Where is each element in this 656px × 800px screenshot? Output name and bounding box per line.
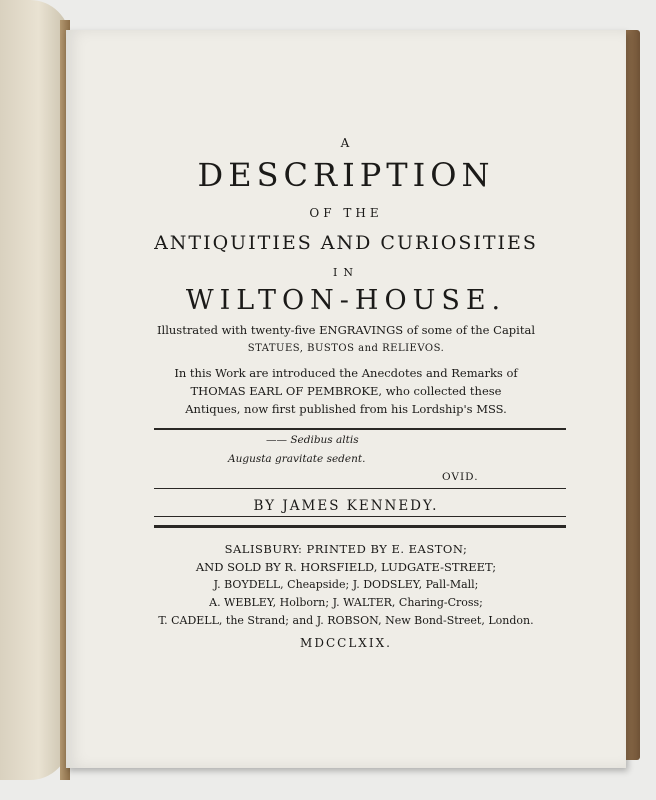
illustrated-line-2: STATUES, BUSTOS and RELIEVOS. [247,343,445,354]
imprint-line-4: A. WEBLEY, Holborn; J. WALTER, Charing-Cross; [209,596,483,609]
author-rule-top [154,488,566,489]
author-rule-bottom-thick [154,525,566,528]
epigraph-line-1: —— Sedibus altis [266,434,359,446]
title-place: WILTON-HOUSE. [185,285,507,316]
imprint-line-2: AND SOLD BY R. HORSFIELD, LUDGATE-STREET; [195,560,497,574]
title-of-the: OF THE [309,206,383,220]
imprint-line-3: J. BOYDELL, Cheapside; J. DODSLEY, Pall-Mall; [213,578,479,591]
title-in: IN [333,266,359,279]
epigraph-line-2: Augusta gravitate sedent. [228,453,366,465]
intro-line-1: In this Work are introduced the Anecdotes and Remarks of [174,366,518,380]
title-article: A [340,136,352,150]
main-title: DESCRIPTION [197,156,495,194]
top-double-rule [154,428,566,430]
intro-line-2: THOMAS EARL OF PEMBROKE, who collected these [190,384,502,398]
imprint-line-1: SALISBURY: PRINTED BY E. EASTON; [224,542,468,556]
author-line: BY JAMES KENNEDY. [253,498,439,514]
title-subject: ANTIQUITIES AND CURIOSITIES [154,232,538,254]
illustrated-line-1: Illustrated with twenty-five ENGRAVINGS of some of the Capital [156,323,535,337]
title-page [66,30,626,768]
epigraph-source: OVID. [442,471,479,483]
author-rule-bottom-thin [154,516,566,517]
intro-line-3: Antiques, now first published from his Lordship's MSS. [185,402,507,416]
publication-date: MDCCLXIX. [300,636,392,650]
imprint-line-5: T. CADELL, the Strand; and J. ROBSON, New Bond-Street, London. [158,614,534,627]
